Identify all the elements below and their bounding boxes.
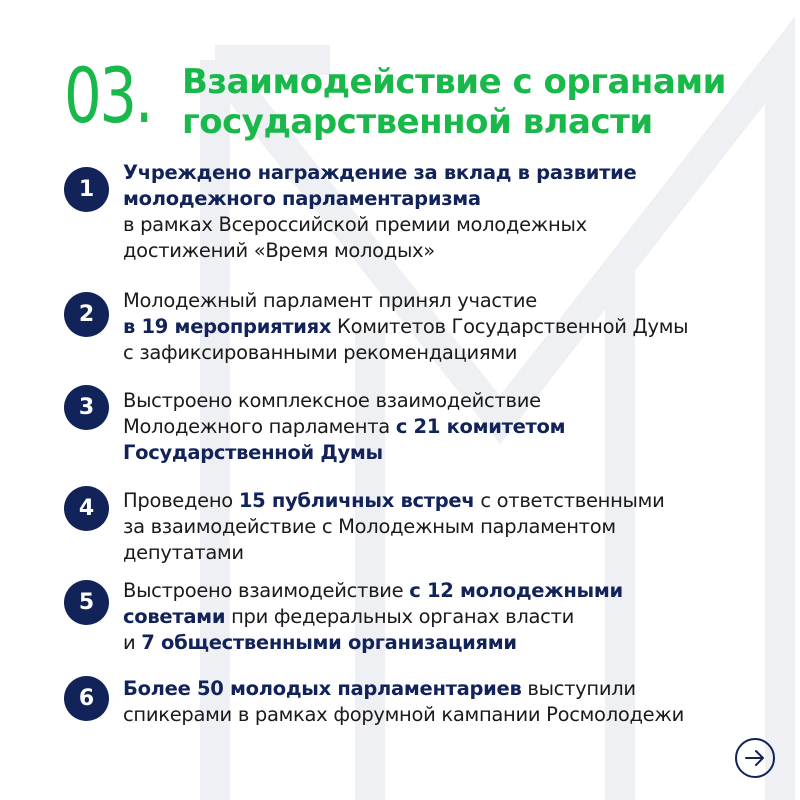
body-text: за взаимодействие с Молодежным парламентом [123, 515, 616, 538]
body-text: Выстроено взаимодействие [123, 579, 410, 602]
body-text: с ответственными [474, 489, 665, 512]
item-text-line [123, 604, 623, 630]
item-number-badge: 4 [64, 486, 109, 531]
highlighted-text: Учреждено награждение за вклад в развитие [123, 161, 637, 184]
item-text-line [123, 540, 664, 566]
highlighted-text: молодежного парламентаризма [123, 187, 481, 210]
body-text: Проведено [123, 489, 239, 512]
item-text-line [123, 578, 623, 604]
item-text [123, 488, 664, 566]
item-text-line [123, 514, 664, 540]
item-number-badge: 5 [64, 580, 109, 625]
body-text: в рамках Всероссийской премии молодежных [123, 213, 587, 236]
item-text [123, 578, 623, 656]
body-text: с зафиксированными рекомендациями [123, 341, 518, 364]
item-text-line [123, 212, 636, 238]
item-text-line [123, 488, 664, 514]
item-number-badge: 3 [64, 385, 109, 430]
item-text-line [123, 238, 636, 264]
body-text: при федеральных органах власти [225, 605, 575, 628]
item-text [123, 160, 636, 264]
body-text: и [123, 631, 142, 654]
arrow-right-icon [743, 746, 767, 770]
body-text: спикерами в рамках форумной кампании Росмолодежи [123, 703, 685, 726]
section-number: 03. [64, 51, 152, 140]
item-text-line [123, 314, 688, 340]
body-text: Молодежного парламента [123, 415, 396, 438]
body-text: депутатами [123, 541, 244, 564]
highlighted-text: Государственной Думы [123, 441, 383, 464]
highlighted-text: с 21 комитетом [395, 415, 566, 438]
item-text-line [123, 388, 565, 414]
item-text-line [123, 702, 684, 728]
next-button[interactable] [735, 738, 775, 778]
page-title-line-1: Взаимодействие с органами [182, 62, 726, 102]
body-text: Комитетов Государственной Думы [331, 315, 689, 338]
item-text-line [123, 160, 636, 186]
item-text-line [123, 186, 636, 212]
item-number-badge: 2 [64, 292, 109, 337]
header [64, 51, 726, 142]
item-text-line [123, 676, 684, 702]
highlighted-text: советами [123, 605, 226, 628]
body-text: Молодежный парламент принял участие [123, 289, 537, 312]
item-text-line [123, 440, 565, 466]
highlighted-text: в 19 мероприятиях [123, 315, 332, 338]
body-text: выступили [521, 677, 636, 700]
page-title-line-2: государственной власти [182, 102, 653, 142]
highlighted-text: 15 публичных встреч [238, 489, 475, 512]
item-text [123, 288, 688, 366]
item-text-line [123, 288, 688, 314]
item-text-line [123, 414, 565, 440]
item-text [123, 676, 684, 728]
body-text: достижений «Время молодых» [123, 239, 435, 262]
item-text-line [123, 630, 623, 656]
item-number-badge: 1 [64, 167, 109, 212]
highlighted-text: 7 общественными организациями [141, 631, 517, 654]
highlighted-text: Более 50 молодых парламентариев [123, 677, 522, 700]
item-text [123, 388, 565, 466]
body-text: Выстроено комплексное взаимодействие [123, 389, 541, 412]
highlighted-text: с 12 молодежными [409, 579, 623, 602]
page-title [182, 62, 726, 142]
item-text-line [123, 340, 688, 366]
item-number-badge: 6 [64, 676, 109, 721]
